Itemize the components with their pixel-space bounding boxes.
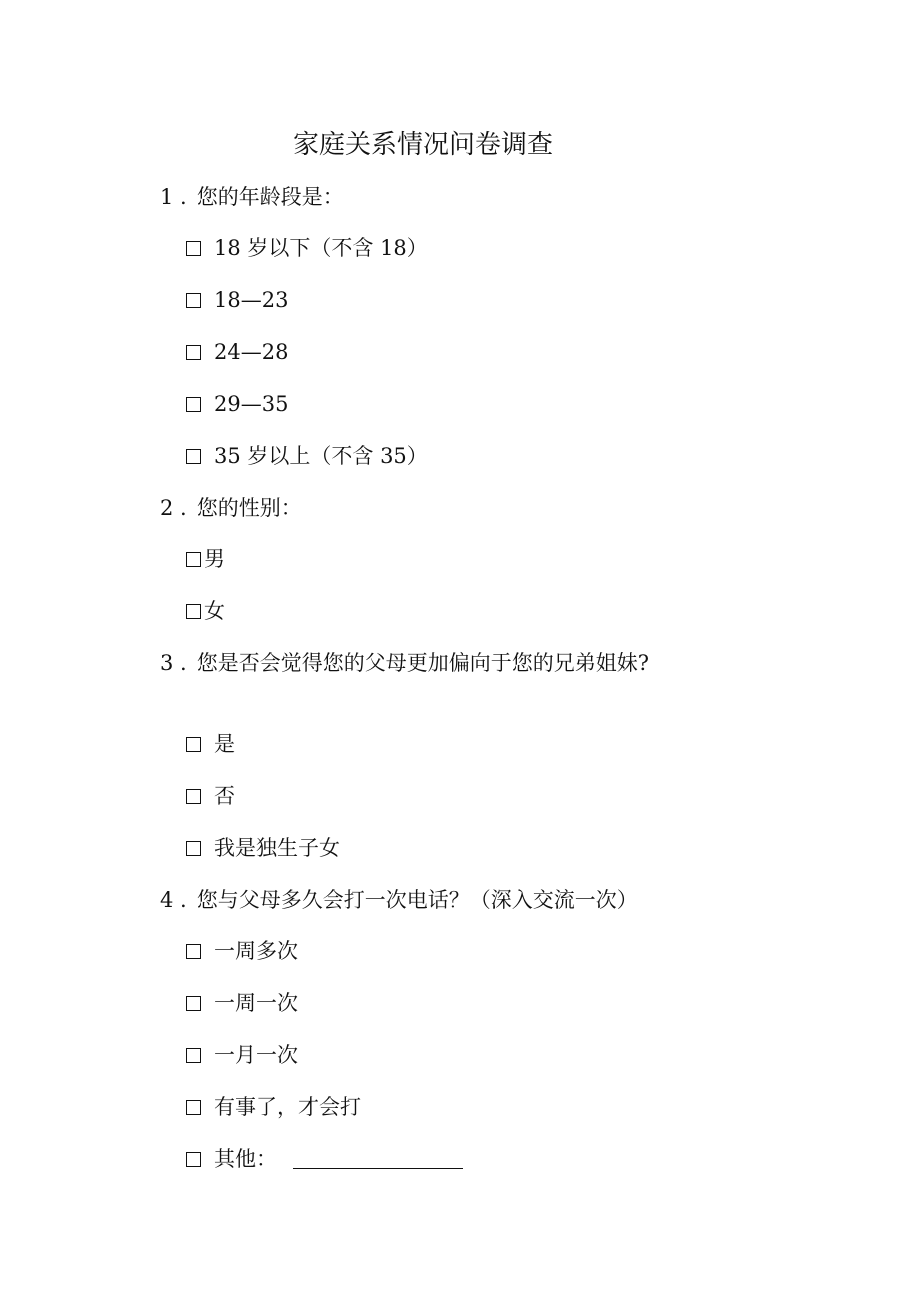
checkbox[interactable] xyxy=(186,737,201,752)
option-label: 男 xyxy=(204,547,225,571)
option-label: 18—23 xyxy=(214,288,289,312)
option-label: 我是独生子女 xyxy=(214,836,340,860)
checkbox[interactable] xyxy=(186,449,201,464)
question-number: 1 . xyxy=(160,185,187,209)
option-label: 一周多次 xyxy=(214,939,298,963)
checkbox[interactable] xyxy=(186,397,201,412)
checkbox[interactable] xyxy=(186,944,201,959)
question-4 xyxy=(160,885,720,915)
option-q3-yes[interactable] xyxy=(186,729,235,759)
checkbox[interactable] xyxy=(186,345,201,360)
question-text: 您是否会觉得您的父母更加偏向于您的兄弟姐妹? xyxy=(196,651,649,675)
question-number: 4 . xyxy=(160,888,187,912)
option-q4-monthly-once[interactable] xyxy=(186,1040,298,1070)
option-label: 18 岁以下（不含 18） xyxy=(214,236,428,260)
option-q4-other[interactable] xyxy=(186,1144,463,1174)
option-label: 否 xyxy=(214,784,235,808)
option-label: 女 xyxy=(204,599,225,623)
question-number: 2 . xyxy=(160,496,187,520)
option-label: 24—28 xyxy=(214,340,289,364)
option-q4-weekly-once[interactable] xyxy=(186,988,298,1018)
option-q1-under-18[interactable] xyxy=(186,233,428,263)
option-label: 是 xyxy=(214,732,235,756)
option-label: 一月一次 xyxy=(214,1043,298,1067)
checkbox[interactable] xyxy=(186,1152,201,1167)
checkbox[interactable] xyxy=(186,1048,201,1063)
option-label: 其他： xyxy=(214,1147,277,1171)
option-q1-over-35[interactable] xyxy=(186,441,428,471)
checkbox[interactable] xyxy=(186,604,201,619)
option-q3-no[interactable] xyxy=(186,781,235,811)
checkbox[interactable] xyxy=(186,1100,201,1115)
question-text: 您与父母多久会打一次电话？（深入交流一次） xyxy=(196,888,638,912)
question-3 xyxy=(160,648,680,678)
option-label: 一周一次 xyxy=(214,991,298,1015)
option-q1-29-35[interactable] xyxy=(186,389,288,419)
question-2 xyxy=(160,493,680,523)
option-label: 有事了，才会打 xyxy=(214,1095,361,1119)
checkbox[interactable] xyxy=(186,789,201,804)
checkbox[interactable] xyxy=(186,841,201,856)
question-1 xyxy=(160,182,680,212)
option-q2-male[interactable] xyxy=(186,544,225,574)
question-number: 3 . xyxy=(160,651,187,675)
question-text: 您的年龄段是： xyxy=(196,185,344,209)
option-label: 29—35 xyxy=(214,392,289,416)
checkbox[interactable] xyxy=(186,293,201,308)
option-q3-only-child[interactable] xyxy=(186,833,340,863)
other-fill-in-blank[interactable] xyxy=(293,1146,463,1169)
option-q4-when-needed[interactable] xyxy=(186,1092,361,1122)
option-q2-female[interactable] xyxy=(186,596,225,626)
checkbox[interactable] xyxy=(186,996,201,1011)
question-text: 您的性别： xyxy=(196,496,302,520)
checkbox[interactable] xyxy=(186,241,201,256)
page-title: 家庭关系情况问卷调查 xyxy=(292,130,553,160)
checkbox[interactable] xyxy=(186,552,201,567)
option-q4-weekly-multiple[interactable] xyxy=(186,936,298,966)
option-q1-24-28[interactable] xyxy=(186,337,288,367)
option-label: 35 岁以上（不含 35） xyxy=(214,444,428,468)
option-q1-18-23[interactable] xyxy=(186,285,288,315)
